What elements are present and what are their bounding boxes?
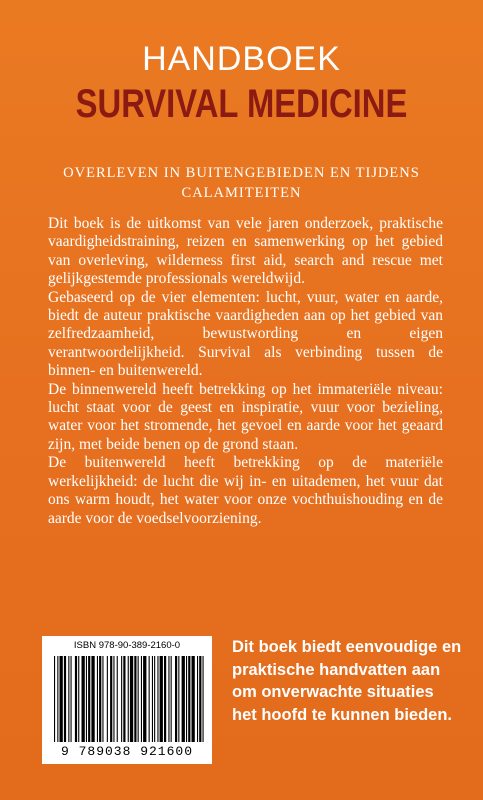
barcode-bar [152,656,153,742]
barcode-bar [97,656,98,742]
barcode-bar [82,656,85,742]
barcode-bar [88,656,90,742]
barcode-bar [99,656,101,742]
barcode-bar [192,656,195,742]
barcode-bar [178,656,179,742]
subtitle-line-2: CALAMITEITEN [181,185,302,201]
barcode-bar [168,656,169,742]
barcode-bar [199,656,201,742]
paragraph-4: De buitenwereld heeft betrekking op de materiële werkelijkheid: de lucht die wij in- en uitademen, het vuur dat ons warm houdt, het water voor onze vochthuishouding en de aarde voor de voedselvoorziening. [48,454,443,527]
barcode-bar [182,656,185,742]
title-survival-medicine: SURVIVAL MEDICINE [75,82,408,126]
barcode-bar [134,656,136,742]
barcode-bar [91,656,94,742]
barcode-bar [113,656,114,742]
blurb-text: Dit boek biedt eenvoudige en praktische handvatten aan om onverwachte situaties het hoofd te kunnen bieden. [232,638,462,724]
barcode-bar [160,656,163,742]
barcode-bar [197,656,198,742]
barcode-bar [68,656,69,742]
barcode-bar [75,656,77,742]
barcode-bar [175,656,177,742]
barcode-bar [78,656,79,742]
barcode-bar [117,656,118,742]
title-handboek: HANDBOEK [142,40,341,78]
barcode-bar [149,656,150,742]
barcode-bar [57,656,58,742]
barcode-bar [123,656,125,742]
barcode-bar [130,656,133,742]
barcode-bar [60,656,63,742]
barcode-bar [121,656,122,742]
barcode-block [42,636,212,764]
barcode-bar [138,656,139,742]
barcode-bar [128,656,129,742]
barcode-bar [188,656,190,742]
barcode-bar [64,656,66,742]
subtitle [40,163,443,203]
barcode-bar [54,656,55,742]
barcode-digits: 9 789038 921600 [60,744,194,759]
barcode-bar [110,656,112,742]
barcode-bar [102,656,103,742]
body-text [48,215,443,528]
subtitle-line-1: OVERLEVEN IN BUITENGEBIEDEN EN TIJDENS [63,165,420,181]
barcode-bar [186,656,187,742]
barcode-bar [107,656,108,742]
barcode-bar [171,656,172,742]
barcode-bar [86,656,87,742]
barcode-icon [54,656,204,742]
paragraph-2: Gebaseerd op de vier elementen: lucht, vuur, water en aarde, biedt de auteur praktische vaardigheden aan op het gebied van zelfredzaamheid, bewustwording en eigen verantwoordelijkheid. Survival als verbinding tussen de binnen- en buitenwereld. [48,288,443,380]
paragraph-3: De binnenwereld heeft betrekking op het immateriële niveau: lucht staat voor de geest en inspiratie, vuur voor bezieling, water voor het stromende, het gevoel en aarde voor het geaard zijn, met beide benen op de grond staan. [48,380,443,453]
barcode-bar [157,656,158,742]
barcode-bar [143,656,146,742]
paragraph-1: Dit boek is de uitkomst van vele jaren onderzoek, praktische vaardigheidstraining, reizen en samenwerking op het gebied van overleving, wilderness first aid, search and rescue met gelijkgestemde professionals wereldwijd. [48,215,443,288]
barcode-bar [71,656,72,742]
isbn-label: ISBN 978-90-389-2160-0 [73,640,181,651]
barcode-bar [154,656,155,742]
barcode-bar [141,656,142,742]
barcode-bar [203,656,204,742]
barcode-bar [164,656,166,742]
